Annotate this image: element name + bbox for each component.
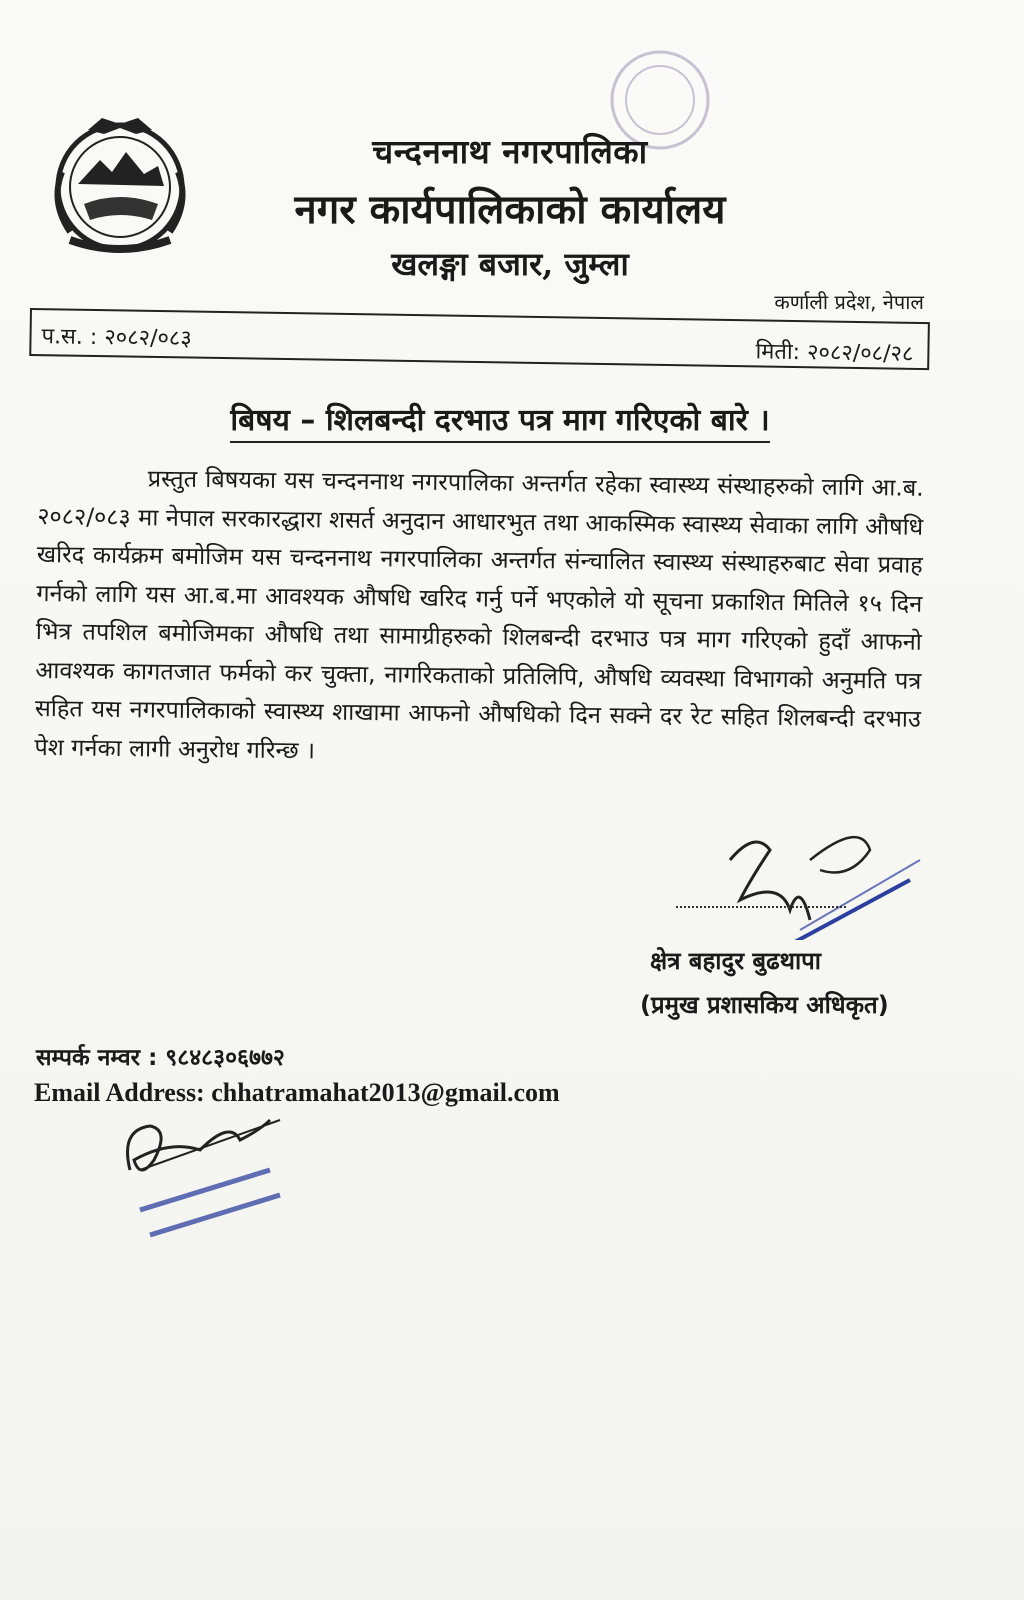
reference-box xyxy=(29,308,930,370)
signature-line xyxy=(676,906,846,908)
letter-subject xyxy=(0,398,1000,439)
government-emblem-logo xyxy=(40,112,200,262)
province-label: कर्णाली प्रदेश, नेपाल xyxy=(774,290,924,314)
reference-number: प.स. : २०८२/०८३ xyxy=(41,324,192,352)
municipality-name: चन्दननाथ नगरपालिका xyxy=(372,132,648,171)
contact-email: Email Address: chhatramahat2013@gmail.com xyxy=(34,1078,560,1107)
letter-body: प्रस्तुत बिषयका यस चन्दननाथ नगरपालिका अन्तर्गत रहेका स्वास्थ्य संस्थाहरुको लागि आ.ब. २०८२/०८३ मा नेपाल सरकारद्धारा शसर्त अनुदान आधारभुत तथा आकस्मिक स्वास्थ्य सेवाका लागि औषधि खरिद कार्यक्रम बमोजिम यस चन्दननाथ नगरपालिका अन्तर्गत संन्चालित स्वास्थ्य संस्थाहरुबाट सेवा प्रवाह गर्नको लागि यस आ.ब.मा आवश्यक औषधि खरिद गर्नु पर्ने भएकोले यो सूचना प्रकाशित मितिले १५ दिन भित्र तपशिल बमोजिमका औषधि तथा सामाग्रीहरुको शिलबन्दी दरभाउ पत्र माग गरिएको हुदाँ आफनो आवश्यक कागतजात फर्मको कर चुक्ता, नागरिकताको प्रतिलिपि, औषधि व्यवस्था विभागको अनुमति पत्र सहित यस नगरपालिकाको स्वास्थ्य शाखामा आफनो औषधिको दिन सक्ने दर रेट सहित शिलबन्दी दरभाउ पेश गर्नका लागी अनुरोध गरिन्छ । xyxy=(34,464,924,764)
health-chief-signature-stamp xyxy=(110,1110,330,1250)
signatory-name: क्षेत्र बहादुर बुढथापा xyxy=(650,947,822,975)
signature-with-stamp xyxy=(660,820,950,940)
office-name: नगर कार्यपालिकाको कार्यालय xyxy=(294,186,726,233)
subject-text: बिषय – शिलबन्दी दरभाउ पत्र माग गरिएको बारे । xyxy=(230,403,769,443)
office-location: खलङ्गा बजार, जुम्ला xyxy=(391,245,629,283)
contact-phone: सम्पर्क नम्वर : ९८४८३०६७७२ xyxy=(36,1045,285,1071)
letter-date: मिती: २०८२/०८/२८ xyxy=(755,339,914,367)
signatory-title: (प्रमुख प्रशासकिय अधिकृत) xyxy=(640,991,889,1019)
